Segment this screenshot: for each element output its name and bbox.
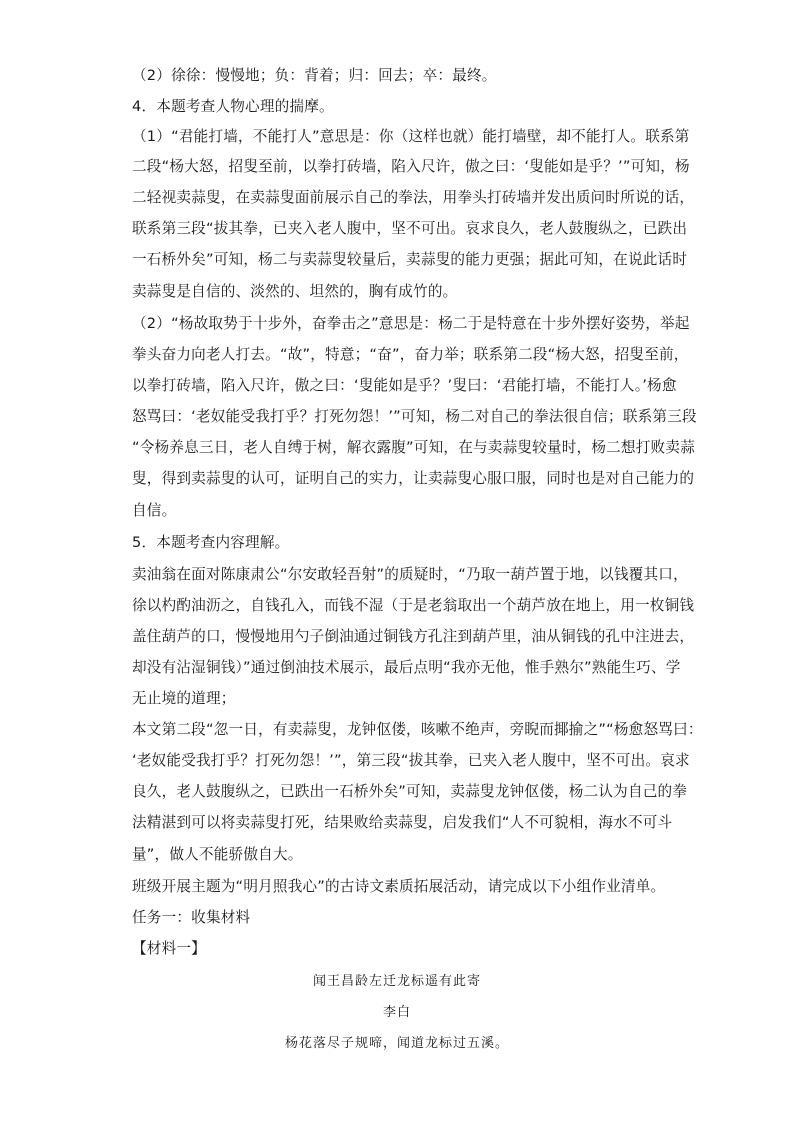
text-line: 一石桥外矣”可知，杨二与卖蒜叟较量后，卖蒜叟的能力更强；据此可知，在说此话时 (132, 251, 688, 268)
text-line: 班级开展主题为“明月照我心”的古诗文素质拓展活动，请完成以下小组作业清单。 (132, 878, 666, 895)
text-line: （2）徐徐：慢慢地；负：背着；归：回去；卒：最终。 (132, 67, 497, 84)
text-line: 二轻视卖蒜叟，在卖蒜叟面前展示自己的拳法，用拳头打砖墙并发出质问时所说的话， (132, 189, 695, 206)
text-line: 联系第三段“拔其拳，已夹入老人腹中，坚不可出。哀求良久，老人鼓腹纵之，已跌出 (132, 220, 688, 237)
text-line: 怒骂曰：‘老奴能受我打乎？打死勿怨！’”可知，杨二对自己的拳法很自信；联系第三段 (132, 408, 697, 425)
text-line: 拳头奋力向老人打去。“故”，特意；“奋”，奋力举；联系第二段“杨大怒，招叟至前， (132, 346, 689, 363)
text-line: （1）“君能打墙，不能打人”意思是：你（这样也就）能打墙壁，却不能打人。联系第 (132, 128, 690, 145)
text-line: 【材料一】 (132, 940, 206, 957)
text-line: 以拳打砖墙，陷入尺许，傲之曰：‘叟能如是乎？’叟曰：‘君能打墙，不能打人。’杨愈 (132, 377, 677, 394)
text-line: 无止境的道理； (132, 690, 236, 707)
text-line: 徐以杓酌油沥之，自钱孔入，而钱不湿（于是老翁取出一个葫芦放在地上，用一枚铜钱 (132, 597, 695, 614)
poem-author: 李白 (382, 1005, 411, 1020)
text-line: 本文第二段“忽一日，有卖蒜叟，龙钟伛偻，咳嗽不绝声，旁睨而揶揄之”“杨愈怒骂曰： (132, 721, 703, 738)
text-line: ‘老奴能受我打乎？打死勿怨！’”，第三段“拔其拳，已夹入老人腹中，坚不可出。哀求 (132, 752, 690, 769)
poem-verse: 杨花落尽子规啼，闻道龙标过五溪。 (284, 1036, 509, 1051)
text-line: 4．本题考查人物心理的揣摩。 (132, 98, 334, 115)
text-line: 叟，得到卖蒜叟的认可，证明自己的实力，让卖蒜叟心服口服，同时也是对自己能力的 (132, 470, 695, 487)
text-line: 卖蒜叟是自信的、淡然的、坦然的，胸有成竹的。 (132, 283, 458, 300)
text-line: （2）“杨故取势于十步外，奋拳击之”意思是：杨二于是特意在十步外摆好姿势，举起 (132, 315, 690, 332)
text-line: 任务一：收集材料 (132, 909, 251, 926)
poem-title: 闻王昌龄左迁龙标遥有此寄 (312, 974, 481, 989)
text-line: 5．本题考查内容理解。 (132, 534, 290, 551)
text-line: 自信。 (132, 502, 177, 519)
text-line: 量”，做人不能骄傲自大。 (132, 846, 303, 863)
text-line: 良久，老人鼓腹纵之，已跌出一石桥外矣”可知，卖蒜叟龙钟伛偻，杨二认为自己的拳 (132, 783, 688, 800)
text-line: 却没有沾湿铜钱）”通过倒油技术展示，最后点明“我亦无他，惟手熟尔”熟能生巧、学 (132, 659, 681, 676)
text-line: 二段“杨大怒，招叟至前，以拳打砖墙，陷入尺许，傲之曰：‘叟能如是乎？’”可知，杨 (132, 158, 690, 175)
text-line: “令杨养息三日，老人自缚于树，解衣露腹”可知，在与卖蒜叟较量时，杨二想打败卖蒜 (132, 439, 695, 456)
text-line: 卖油翁在面对陈康肃公“尔安敢轻吾射”的质疑时，“乃取一葫芦置于地，以钱覆其口， (132, 566, 688, 583)
text-line: 法精湛到可以将卖蒜叟打死，结果败给卖蒜叟，启发我们“人不可貌相，海水不可斗 (132, 814, 673, 831)
text-line: 盖住葫芦的口，慢慢地用勺子倒油通过铜钱方孔注到葫芦里，油从铜钱的孔中注进去， (132, 628, 695, 645)
